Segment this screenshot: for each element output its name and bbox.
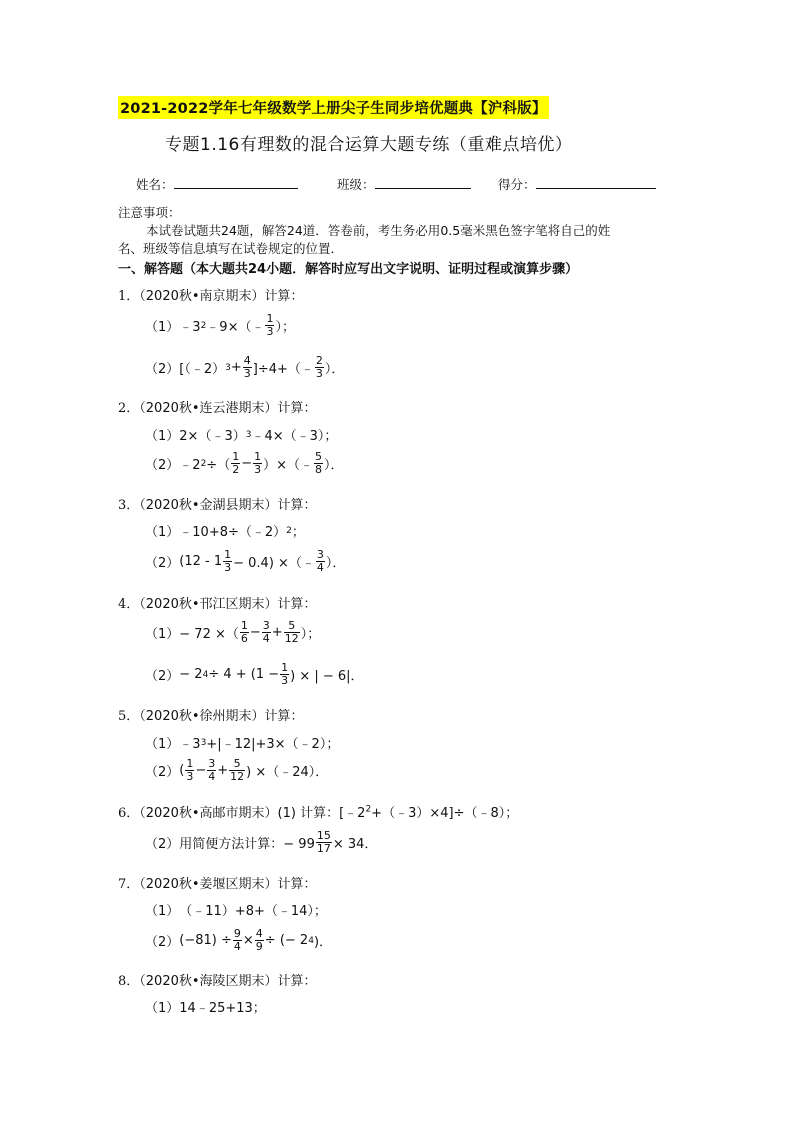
fraction: $\frac{1}{3}$ xyxy=(224,548,232,574)
fraction: $\frac{1}{6}$ xyxy=(240,619,248,645)
name-blank[interactable] xyxy=(174,176,298,189)
question-3-part-1: （1） ﹣10+8÷（﹣2） 2 ； xyxy=(145,525,305,540)
fraction: $\frac{4}{3}$ xyxy=(243,354,251,380)
question-5-title: 5．（2020秋•徐州期末）计算： xyxy=(118,709,304,724)
fraction: $\frac{15}{17}$ xyxy=(316,829,331,855)
notice-title: 注意事项： xyxy=(118,205,181,220)
fraction: $\frac{3}{4}$ xyxy=(208,757,216,783)
fraction: $\frac{5}{12}$ xyxy=(284,619,299,645)
question-8-part-1: （1） 14﹣25+13； xyxy=(145,1001,266,1016)
fraction: $\frac{1}{3}$ xyxy=(254,450,262,476)
fraction: $\frac{9}{4}$ xyxy=(233,927,241,953)
question-2-part-2: （2） ﹣2 2 ÷（ $\frac{1}{2}$ − $\frac{1}{3}$ ）×（﹣ $\frac{5}{8}$ ）． xyxy=(145,450,344,476)
question-5-part-1: （1） ﹣3 3 +|﹣12|+3×（﹣2）； xyxy=(145,737,340,752)
fraction: $\frac{5}{8}$ xyxy=(315,450,323,476)
score-field[interactable] xyxy=(498,175,656,193)
question-3-part-2: （2） (12 - 1 $\frac{1}{3}$ − 0.4) ×（﹣ $\frac{3}{4}$ ）． xyxy=(145,548,346,574)
question-1-title: 1．（2020秋•南京期末）计算： xyxy=(118,289,304,304)
fraction: $\frac{5}{12}$ xyxy=(230,757,245,783)
fraction: $\frac{2}{3}$ xyxy=(315,354,323,380)
section-heading: 一、解答题（本大题共24小题．解答时应写出文字说明、证明过程或演算步骤） xyxy=(118,262,579,277)
fraction: $\frac{1}{3}$ xyxy=(186,757,194,783)
question-1-part-2: （2） [（﹣2） 3 + $\frac{4}{3}$ ]÷4+（﹣ $\frac{2}{3}$ ）． xyxy=(145,354,345,380)
fraction: $\frac{1}{2}$ xyxy=(232,450,240,476)
name-label: 姓名： xyxy=(136,177,174,192)
question-1-part-1: （1） ﹣3 2 ﹣9×（﹣ $\frac{1}{3}$ ）； xyxy=(145,312,295,338)
fraction: $\frac{3}{4}$ xyxy=(316,548,324,574)
question-4-title: 4．（2020秋•邗江区期末）计算： xyxy=(118,597,317,612)
question-2-part-1: （1） 2×（﹣3） 3 ﹣4×（﹣3）； xyxy=(145,429,338,444)
question-6-title: 6．（2020秋•高邮市期末）(1) 计算：$[﹣2^2+(﹣3)\times 4]\div(﹣8)$； xyxy=(118,804,519,821)
score-label: 得分： xyxy=(498,177,536,192)
question-3-title: 3．（2020秋•金湖县期末）计算： xyxy=(118,498,317,513)
question-4-part-2: （2） − 2 4 ÷ 4 + (1 − $\frac{1}{3}$ ) × | − 6|． xyxy=(145,661,364,687)
question-2-title: 2．（2020秋•连云港期末）计算： xyxy=(118,401,317,416)
document-subtitle: 专题1.16有理数的混合运算大题专练（重难点培优） xyxy=(165,135,573,155)
question-7-part-1: （1） （﹣11）+8+（﹣14）； xyxy=(145,904,327,919)
name-field[interactable] xyxy=(136,175,298,193)
question-8-title: 8．（2020秋•海陵区期末）计算： xyxy=(118,974,317,989)
notice-line-2: 名、班级等信息填写在试卷规定的位置． xyxy=(118,241,344,256)
fraction: $\frac{4}{9}$ xyxy=(255,927,263,953)
question-5-part-2: （2） ( $\frac{1}{3}$ − $\frac{3}{4}$ + $\frac{5}{12}$ ) ×（﹣24）． xyxy=(145,757,329,783)
question-4-part-1: （1） − 72 ×（ $\frac{1}{6}$ − $\frac{3}{4}$ + $\frac{5}{12}$ ）； xyxy=(145,619,321,645)
fraction: $\frac{1}{3}$ xyxy=(281,661,289,687)
question-7-part-2: （2） (−81) ÷ $\frac{9}{4}$ × $\frac{4}{9}$ ÷ (− 2 4 )． xyxy=(145,927,333,953)
question-7-title: 7．（2020秋•姜堰区期末）计算： xyxy=(118,877,317,892)
fraction: $\frac{1}{3}$ xyxy=(266,312,274,338)
score-blank[interactable] xyxy=(536,176,656,189)
notice-line-1: 本试卷试题共24题，解答24道．答卷前，考生务必用0.5毫米黑色签字笔将自己的姓 xyxy=(146,223,611,238)
class-field[interactable] xyxy=(337,175,471,193)
fraction: $\frac{3}{4}$ xyxy=(262,619,270,645)
question-6-part-2: （2） 用简便方法计算：− 99 $\frac{15}{17}$ × 34． xyxy=(145,829,378,855)
class-blank[interactable] xyxy=(375,176,471,189)
class-label: 班级： xyxy=(337,177,375,192)
document-header-title: 2021-2022学年七年级数学上册尖子生同步培优题典【沪科版】 xyxy=(118,96,549,119)
